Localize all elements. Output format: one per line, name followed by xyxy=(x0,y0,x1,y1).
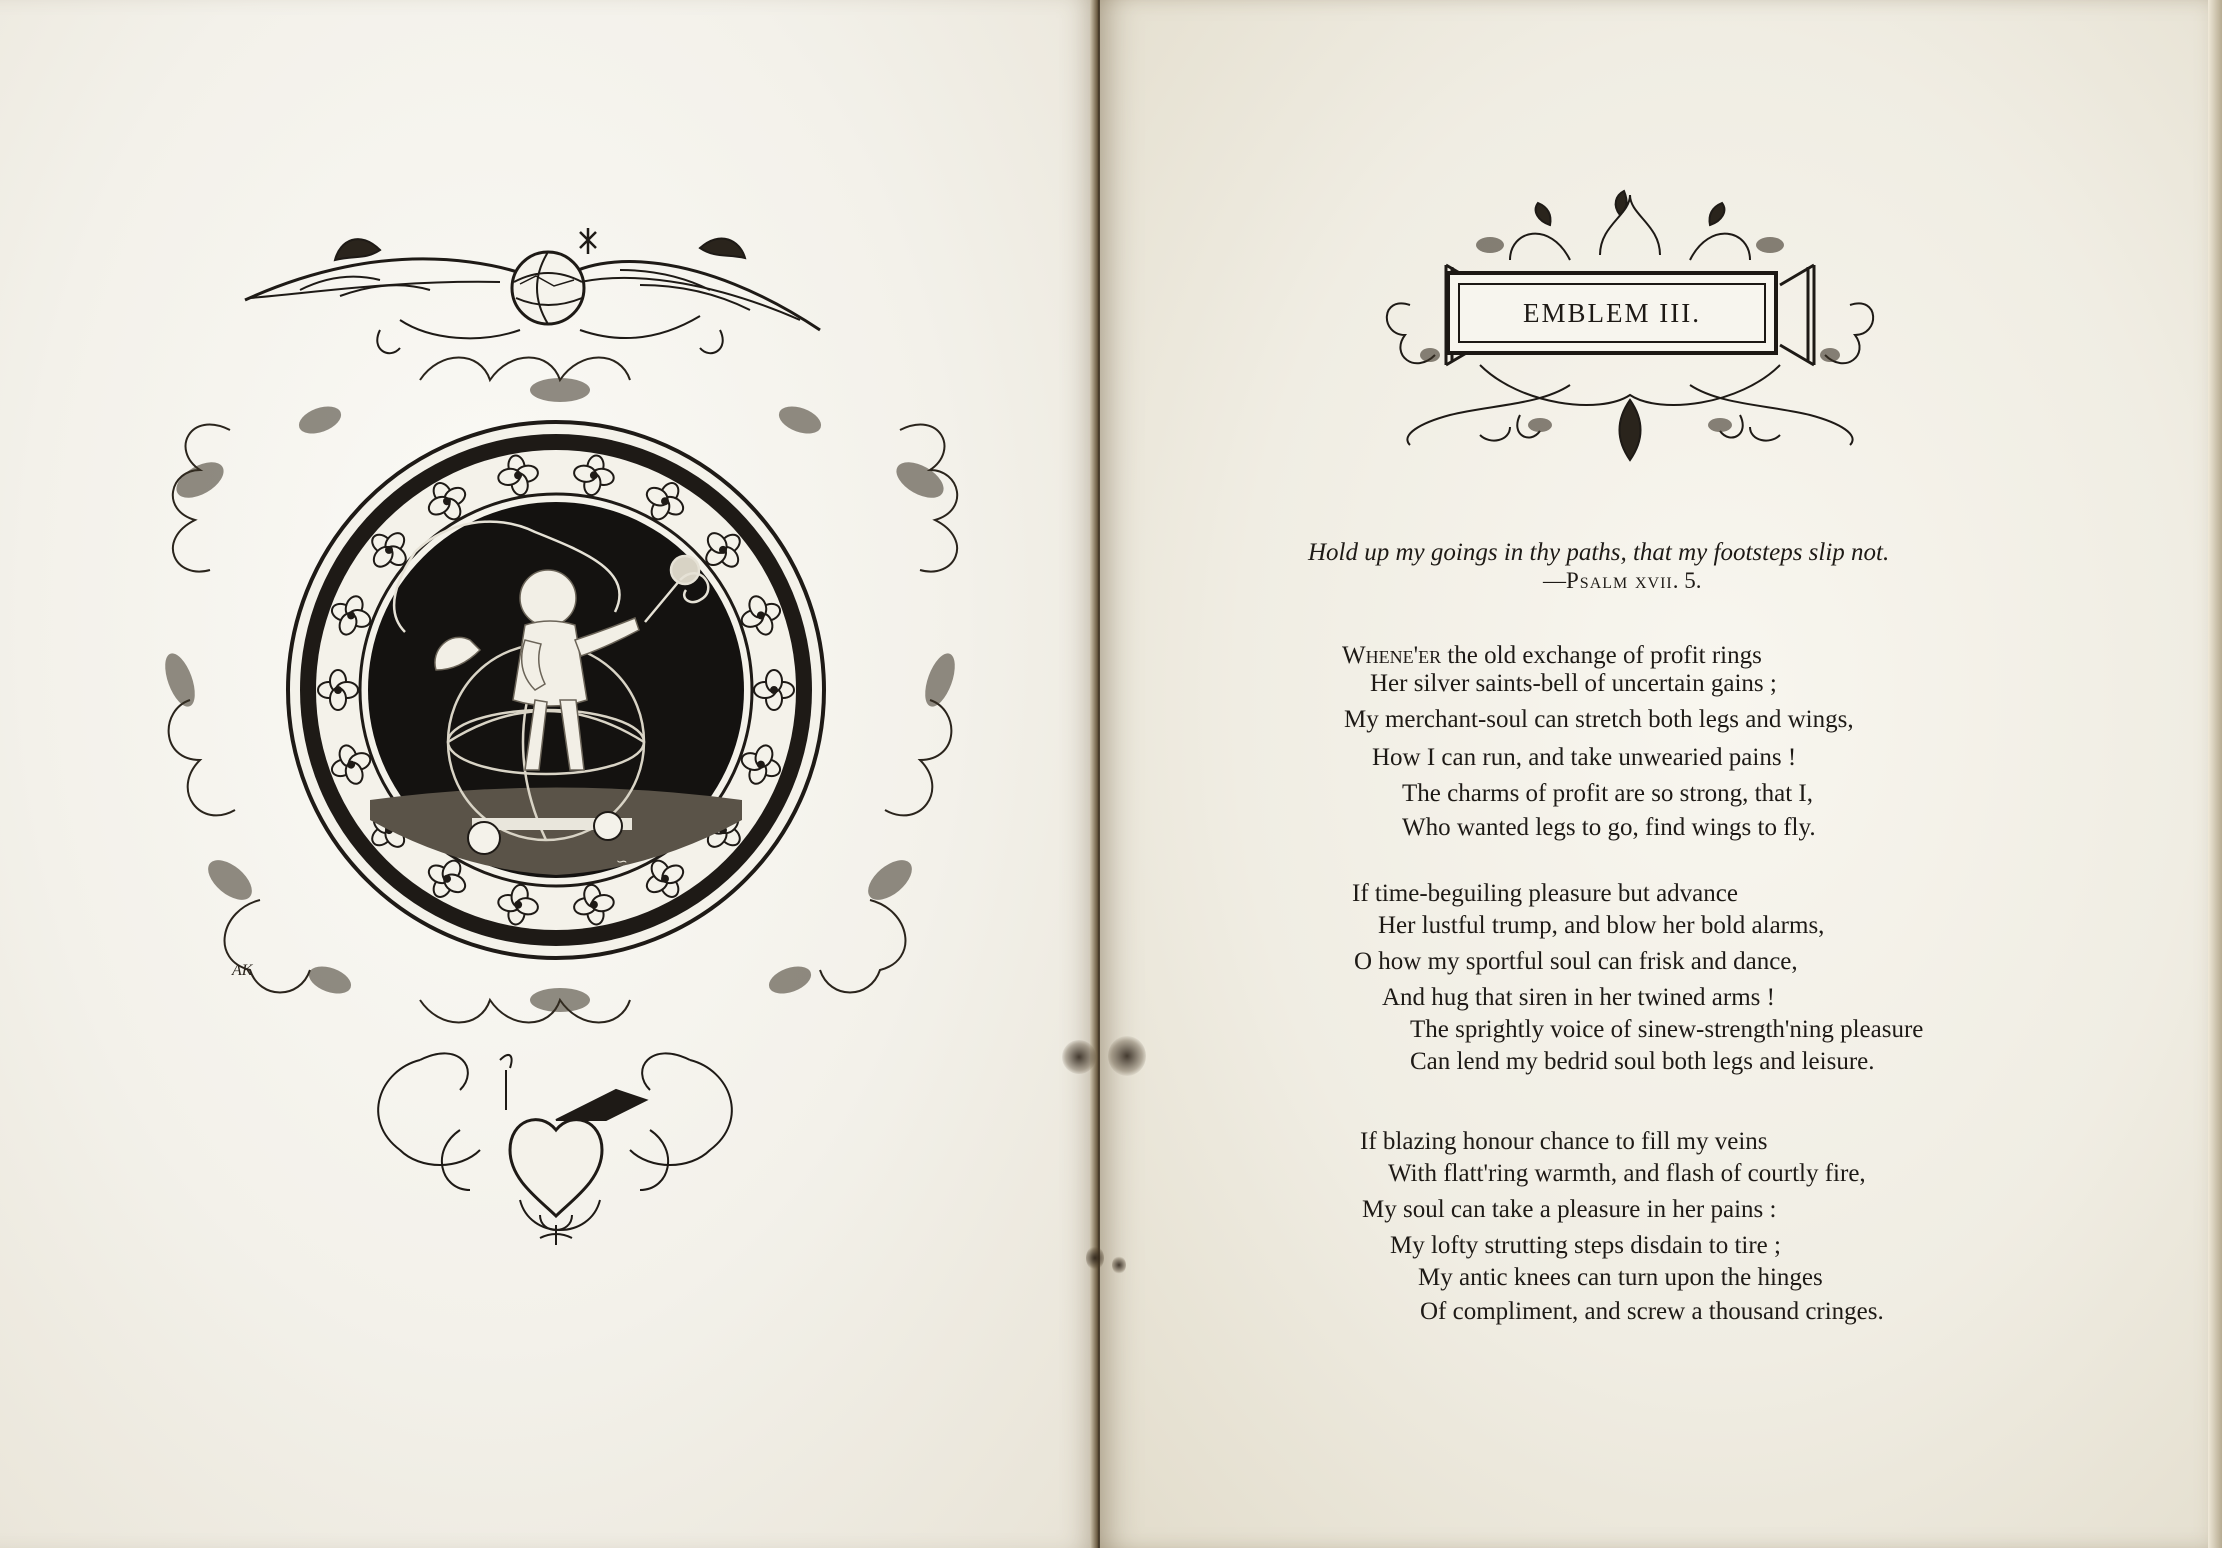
verse-line: Of compliment, and screw a thousand cringes. xyxy=(1420,1298,1884,1325)
verse-line: Her lustful trump, and blow her bold alarms, xyxy=(1378,912,1825,939)
verse-line: My soul can take a pleasure in her pains : xyxy=(1362,1196,1777,1223)
ink-stain xyxy=(1108,1036,1146,1076)
ink-stain xyxy=(1062,1040,1096,1074)
ink-stain xyxy=(1112,1256,1126,1274)
citation-verse: . 5. xyxy=(1672,568,1702,593)
verse-line: The charms of profit are so strong, that I, xyxy=(1402,780,1813,807)
verse-line: Who wanted legs to go, find wings to fly. xyxy=(1402,814,1816,841)
page-edge xyxy=(2208,0,2222,1548)
verse-line: If time-beguiling pleasure but advance xyxy=(1352,880,1738,907)
winged-heart-icon xyxy=(378,1053,732,1245)
ink-stain xyxy=(1086,1246,1104,1270)
verse-line xyxy=(1342,642,1762,670)
scripture-citation xyxy=(1543,568,1702,594)
emblem-heading: EMBLEM III. xyxy=(1458,283,1766,343)
artist-monogram-icon xyxy=(231,962,254,979)
verse-line: How I can run, and take unwearied pains ! xyxy=(1372,744,1797,771)
verse-line: Her silver saints-bell of uncertain gains ; xyxy=(1370,670,1777,697)
verse-line: If blazing honour chance to fill my veins xyxy=(1360,1128,1768,1155)
verse-line: With flatt'ring warmth, and flash of courtly fire, xyxy=(1388,1160,1866,1187)
cherub-on-globe-medallion xyxy=(159,358,961,1023)
verse-line: The sprightly voice of sinew-strength'ning pleasure xyxy=(1410,1016,1924,1043)
svg-text:∽: ∽ xyxy=(616,854,628,870)
emblem-heading-frame xyxy=(1446,271,1778,355)
monogram-text: AK xyxy=(232,962,253,979)
scripture-motto: Hold up my goings in thy paths, that my footsteps slip not. xyxy=(1308,539,1890,566)
verse-line: My lofty strutting steps disdain to tire ; xyxy=(1390,1232,1781,1259)
verse-line: O how my sportful soul can frisk and dance, xyxy=(1354,948,1798,975)
verse-line: Can lend my bedrid soul both legs and leisure. xyxy=(1410,1048,1875,1075)
citation-source: Psalm xvii xyxy=(1566,568,1673,593)
verse-text: the old exchange of profit rings xyxy=(1441,642,1762,669)
verse-lead-word: Whene'er xyxy=(1342,642,1442,669)
citation-dash: — xyxy=(1543,568,1566,593)
eagle-with-globe-icon xyxy=(245,228,820,353)
verse-line: My antic knees can turn upon the hinges xyxy=(1418,1264,1823,1291)
left-page xyxy=(0,0,1096,1548)
emblem-illustration xyxy=(0,0,1096,1548)
verse-line: And hug that siren in her twined arms ! xyxy=(1382,984,1775,1011)
verse-line: My merchant-soul can stretch both legs and wings, xyxy=(1344,706,1854,733)
